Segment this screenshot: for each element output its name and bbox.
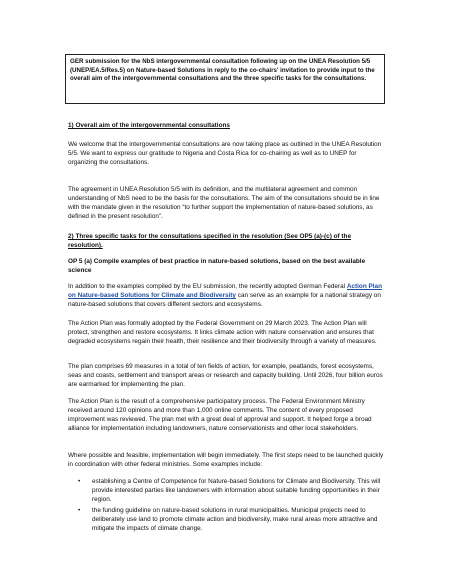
- list-item: [68, 477, 390, 504]
- bullet-icon: •: [78, 507, 81, 515]
- section2-paragraph-1: [68, 282, 386, 309]
- examples-list: [68, 477, 390, 535]
- list-item: [68, 506, 390, 533]
- section2-paragraph-3: The plan comprises 69 measures in a total of ten fields of action, for example, peatlands, forest ecosystems, seas and coasts, settlement and transport areas or research and capacity building. Until 2026, four billion euros are earmarked for implementing the plan.: [68, 363, 383, 389]
- section2-paragraph-5: Where possible and feasible, implementation will begin immediately. The first steps need to be launched quickly in coordination with other federal ministries. Some examples include:: [68, 452, 384, 469]
- list-item-text: establishing a Centre of Competence for Nature-based Solutions for Climate and Biodiversity. This will provide interested parties like landowners with information about suitable funding opportunities in their region.: [92, 478, 381, 504]
- op5a-heading: OP 5 (a) Compile examples of best practice in nature-based solutions, based on the best available science: [68, 258, 366, 275]
- action-plan-link[interactable]: Action Plan on Nature-based Solutions for Climate and Biodiversity: [68, 283, 383, 300]
- section1-heading: 1) Overall aim of the intergovernmental consultations: [68, 122, 230, 129]
- bullet-icon: •: [78, 478, 81, 485]
- section1-paragraph-2: The agreement in UNEA Resolution 5/5 with its definition, and the multilateral agreement and common understanding of NbS need to be the basis for the consultations. The aim of the consultations should be in line with the mandate given in the resolution “to further support the implementation of nature-based solutions, as defined in the present resolution”.: [68, 186, 380, 221]
- section2-heading: 2) Three specific tasks for the consultations specified in the resolution (See OP5 (a)-(c) of the resolution).: [68, 233, 352, 250]
- paragraph-1-text-after: can serve as an example for a national strategy on nature-based solutions that covers different sectors and ecosystems.: [68, 292, 381, 309]
- paragraph-1-text-before: In addition to the examples compiled by the EU submission, the recently adopted German Federal: [68, 283, 347, 290]
- section2-paragraph-4: The Action Plan is the result of a comprehensive participatory process. The Federal Environment Ministry received around 120 opinions and more than 1,000 online comments. The content of every proposed improvement was reviewed. The plan met with a great deal of approval and support. It helped forge a broad alliance for implementation including landowners, nature conservationists and other local stakeholders.: [68, 398, 372, 433]
- intro-box: [65, 54, 385, 104]
- intro-box-text: GER submission for the NbS intergovernmental consultation following up on the UNEA Resolution 5/5 (UNEP/EA.5/Res.5) on Nature-based Solutions in reply to the co-chairs' invitation to provide input to the overall aim of the intergovernmental consultations and the three specific tasks for the consultations.: [70, 58, 375, 83]
- section2-paragraph-2: The Action Plan was formally adopted by the Federal Government on 29 March 2023. The Action Plan will protect, strengthen and restore ecosystems. It links climate action with nature conservation and ensures that degraded ecosystems regain their health, their resilience and their biodiversity through a variety of measures.: [68, 320, 377, 346]
- section1-paragraph-1: We welcome that the intergovernmental consultations are now taking place as outlined in the UNEA Resolution 5/5. We want to express our gratitude to Nigeria and Costa Rica for co-chairing as well as to UNEP for organizing the consultations.: [68, 141, 382, 167]
- list-item-text: the funding guideline on nature-based solutions in rural municipalities. Municipal projects need to deliberately use land to promote climate action and biodiversity, make rural areas more attractive and mitigate the impacts of climate change.: [92, 507, 378, 533]
